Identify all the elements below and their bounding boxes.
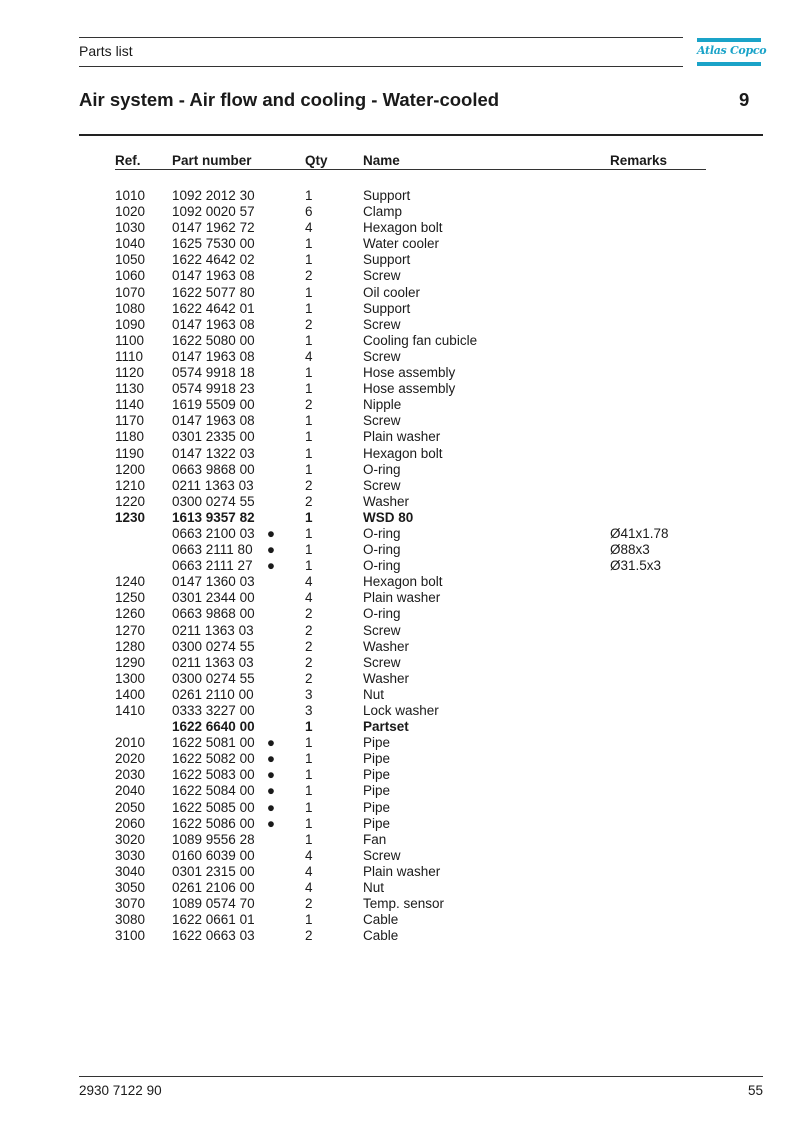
cell-qty: 1	[305, 719, 313, 735]
cell-name: Screw	[363, 654, 401, 670]
cell-part-number: 0147 1322 03	[172, 445, 255, 461]
cell-name: Screw	[363, 622, 401, 638]
cell-qty: 1	[305, 332, 313, 348]
cell-name: Pipe	[363, 815, 391, 831]
table-row	[0, 719, 800, 735]
cell-part-number: 0147 1963 08	[172, 413, 255, 429]
cell-ref: 1220	[115, 493, 146, 509]
table-header-rule	[115, 169, 706, 170]
cell-part-number: 0300 0274 55	[172, 670, 255, 686]
cell-ref: 3050	[115, 880, 146, 896]
table-row	[0, 381, 800, 397]
cell-qty: 1	[305, 445, 313, 461]
logo-text: Atlas Copco	[697, 44, 767, 57]
cell-part-number: 0211 1363 03	[172, 622, 254, 638]
cell-ref: 3100	[115, 928, 146, 944]
table-row	[0, 912, 800, 928]
cell-qty: 4	[305, 880, 313, 896]
cell-part-number: 0574 9918 23	[172, 381, 255, 397]
cell-name: Washer	[363, 670, 410, 686]
cell-part-number: 1613 9357 82	[172, 509, 255, 525]
header-label: Parts list	[79, 43, 133, 59]
cell-qty: 1	[305, 912, 313, 928]
cell-qty: 4	[305, 574, 313, 590]
cell-qty: 1	[305, 300, 313, 316]
cell-name: Plain washer	[363, 863, 441, 879]
atlas-copco-logo	[697, 38, 767, 68]
table-row	[0, 429, 800, 445]
bullet-icon: ●	[266, 799, 276, 815]
parts-table-body	[0, 188, 800, 944]
cell-ref: 2050	[115, 799, 146, 815]
cell-name: Washer	[363, 493, 410, 509]
cell-ref: 2020	[115, 751, 146, 767]
cell-qty: 2	[305, 316, 313, 332]
table-row	[0, 703, 800, 719]
cell-part-number: 0663 9868 00	[172, 606, 255, 622]
cell-part-number: 0211 1363 03	[172, 654, 254, 670]
table-row	[0, 896, 800, 912]
cell-name: Screw	[363, 268, 401, 284]
column-header-remarks: Remarks	[610, 153, 668, 168]
cell-name: Screw	[363, 316, 401, 332]
table-row	[0, 252, 800, 268]
bullet-icon: ●	[266, 542, 276, 558]
footer-doc-number: 2930 7122 90	[79, 1083, 162, 1098]
table-row	[0, 864, 800, 880]
cell-name: O-ring	[363, 525, 401, 541]
table-row	[0, 301, 800, 317]
table-row	[0, 735, 800, 751]
table-row	[0, 590, 800, 606]
cell-name: O-ring	[363, 461, 401, 477]
cell-ref: 3020	[115, 831, 146, 847]
cell-qty: 2	[305, 622, 313, 638]
table-row	[0, 268, 800, 284]
cell-name: Cooling fan cubicle	[363, 332, 478, 348]
table-row	[0, 220, 800, 236]
cell-ref: 1270	[115, 622, 146, 638]
cell-name: Screw	[363, 348, 401, 364]
section-number: 9	[739, 89, 750, 110]
bullet-icon: ●	[266, 751, 276, 767]
table-row	[0, 783, 800, 799]
cell-part-number: 0261 2106 00	[172, 880, 255, 896]
cell-name: Pipe	[363, 799, 391, 815]
cell-ref: 1210	[115, 477, 146, 493]
cell-part-number: 1089 9556 28	[172, 831, 255, 847]
cell-ref: 1250	[115, 590, 146, 606]
cell-part-number: 1625 7530 00	[172, 236, 255, 252]
cell-qty: 3	[305, 686, 313, 702]
cell-qty: 1	[305, 783, 313, 799]
cell-qty: 2	[305, 397, 313, 413]
cell-remarks: Ø41x1.78	[610, 525, 669, 541]
cell-name: Screw	[363, 847, 401, 863]
table-row	[0, 751, 800, 767]
bullet-icon: ●	[266, 815, 276, 831]
cell-name: Pipe	[363, 783, 391, 799]
cell-ref: 1400	[115, 686, 146, 702]
cell-ref: 1230	[115, 509, 146, 525]
footer-rule	[79, 1076, 763, 1077]
cell-ref: 1190	[115, 445, 145, 461]
cell-qty: 2	[305, 268, 313, 284]
cell-qty: 4	[305, 348, 313, 364]
table-row	[0, 333, 800, 349]
cell-part-number: 0301 2335 00	[172, 429, 255, 445]
cell-qty: 1	[305, 429, 313, 445]
cell-ref: 1080	[115, 300, 146, 316]
table-row	[0, 880, 800, 896]
cell-qty: 1	[305, 381, 313, 397]
cell-name: Nipple	[363, 397, 402, 413]
cell-name: Cable	[363, 928, 399, 944]
cell-ref: 1280	[115, 638, 146, 654]
cell-qty: 2	[305, 896, 313, 912]
table-row	[0, 623, 800, 639]
cell-name: Clamp	[363, 204, 403, 220]
cell-part-number: 0147 1963 08	[172, 348, 255, 364]
cell-part-number: 0333 3227 00	[172, 703, 255, 718]
cell-part-number: 0663 2111 80	[172, 542, 253, 558]
cell-qty: 4	[305, 847, 313, 863]
cell-ref: 1050	[115, 252, 146, 268]
table-row	[0, 655, 800, 671]
cell-qty: 4	[305, 863, 313, 879]
cell-part-number: 0160 6039 00	[172, 847, 255, 863]
cell-name: Hexagon bolt	[363, 445, 443, 461]
logo-bottom-band	[697, 62, 761, 66]
table-row	[0, 494, 800, 510]
cell-ref: 1300	[115, 670, 146, 686]
table-row	[0, 558, 800, 574]
cell-part-number: 0147 1962 72	[172, 220, 255, 236]
table-row	[0, 606, 800, 622]
table-row	[0, 671, 800, 687]
table-row	[0, 832, 800, 848]
cell-part-number: 0147 1963 08	[172, 268, 255, 284]
cell-part-number: 0574 9918 18	[172, 365, 255, 381]
cell-part-number: 0663 2100 03	[172, 525, 255, 541]
table-row	[0, 510, 800, 526]
cell-qty: 1	[305, 751, 313, 767]
column-header-part-number: Part number	[172, 153, 252, 168]
cell-name: Partset	[363, 719, 409, 735]
cell-ref: 1240	[115, 574, 146, 590]
table-row	[0, 800, 800, 816]
cell-qty: 3	[305, 703, 313, 718]
cell-name: Screw	[363, 477, 401, 493]
cell-name: Temp. sensor	[363, 896, 445, 912]
bullet-icon: ●	[266, 735, 276, 751]
cell-part-number: 1622 5083 00	[172, 767, 255, 783]
table-row	[0, 317, 800, 333]
cell-qty: 1	[305, 365, 313, 381]
cell-qty: 1	[305, 284, 313, 300]
cell-ref: 1090	[115, 316, 146, 332]
cell-name: Hose assembly	[363, 365, 456, 381]
cell-qty: 1	[305, 558, 313, 574]
cell-qty: 2	[305, 670, 313, 686]
cell-qty: 1	[305, 461, 313, 477]
cell-qty: 4	[305, 220, 313, 236]
footer-page-number: 55	[747, 1083, 763, 1098]
cell-qty: 1	[305, 525, 313, 541]
cell-name: Hexagon bolt	[363, 220, 443, 236]
cell-part-number: 1619 5509 00	[172, 397, 255, 413]
cell-ref: 2060	[115, 815, 146, 831]
cell-part-number: 1622 5080 00	[172, 332, 255, 348]
cell-ref: 1100	[115, 332, 145, 348]
cell-part-number: 1622 0661 01	[172, 912, 255, 928]
cell-qty: 1	[305, 509, 313, 525]
cell-qty: 2	[305, 493, 313, 509]
cell-qty: 2	[305, 928, 313, 944]
cell-ref: 1120	[115, 365, 145, 381]
table-row	[0, 285, 800, 301]
table-row	[0, 349, 800, 365]
cell-part-number: 1089 0574 70	[172, 896, 255, 912]
cell-part-number: 1622 5081 00	[172, 735, 255, 751]
cell-part-number: 0301 2344 00	[172, 590, 255, 606]
cell-part-number: 0663 2111 27	[172, 558, 253, 574]
cell-ref: 2030	[115, 767, 146, 783]
cell-ref: 2040	[115, 783, 146, 799]
cell-name: Pipe	[363, 751, 391, 767]
column-header-name: Name	[363, 153, 400, 168]
cell-name: Plain washer	[363, 590, 441, 606]
table-row	[0, 928, 800, 944]
cell-part-number: 1622 5085 00	[172, 799, 255, 815]
cell-name: WSD 80	[363, 509, 414, 525]
column-header-qty: Qty	[305, 153, 328, 168]
cell-name: Support	[363, 300, 411, 316]
cell-part-number: 0663 9868 00	[172, 461, 255, 477]
table-row	[0, 767, 800, 783]
cell-ref: 1010	[115, 188, 146, 203]
table-row	[0, 413, 800, 429]
bullet-icon: ●	[266, 767, 276, 783]
table-row	[0, 639, 800, 655]
cell-name: Oil cooler	[363, 284, 421, 300]
cell-name: Water cooler	[363, 236, 440, 252]
cell-qty: 1	[305, 799, 313, 815]
cell-ref: 1020	[115, 204, 146, 220]
bullet-icon: ●	[266, 783, 276, 799]
logo-top-band	[697, 38, 761, 42]
cell-qty: 1	[305, 735, 313, 751]
cell-part-number: 1092 0020 57	[172, 204, 255, 220]
cell-part-number: 0261 2110 00	[172, 686, 254, 702]
cell-qty: 1	[305, 236, 313, 252]
cell-ref: 1130	[115, 381, 145, 397]
cell-name: Washer	[363, 638, 410, 654]
table-row	[0, 478, 800, 494]
cell-ref: 3030	[115, 847, 146, 863]
table-row	[0, 188, 800, 204]
table-row	[0, 526, 800, 542]
cell-ref: 3070	[115, 896, 146, 912]
cell-ref: 1290	[115, 654, 146, 670]
cell-name: Plain washer	[363, 429, 441, 445]
cell-part-number: 0301 2315 00	[172, 863, 255, 879]
cell-qty: 1	[305, 413, 313, 429]
cell-part-number: 1092 2012 30	[172, 188, 255, 203]
cell-ref: 1070	[115, 284, 146, 300]
header-top-rule	[79, 37, 683, 38]
table-row	[0, 816, 800, 832]
cell-ref: 1060	[115, 268, 146, 284]
table-row	[0, 462, 800, 478]
cell-part-number: 1622 6640 00	[172, 719, 255, 735]
cell-part-number: 0147 1963 08	[172, 316, 255, 332]
cell-part-number: 1622 5082 00	[172, 751, 255, 767]
cell-part-number: 0300 0274 55	[172, 638, 255, 654]
cell-part-number: 1622 4642 01	[172, 300, 255, 316]
cell-qty: 6	[305, 204, 313, 220]
table-row	[0, 397, 800, 413]
cell-name: Support	[363, 252, 411, 268]
cell-ref: 1170	[115, 413, 145, 429]
cell-part-number: 0211 1363 03	[172, 477, 254, 493]
table-row	[0, 204, 800, 220]
cell-name: Hexagon bolt	[363, 574, 443, 590]
cell-name: Cable	[363, 912, 399, 928]
cell-name: Nut	[363, 686, 385, 702]
cell-qty: 2	[305, 638, 313, 654]
cell-qty: 2	[305, 477, 313, 493]
cell-part-number: 1622 0663 03	[172, 928, 255, 944]
cell-name: O-ring	[363, 606, 401, 622]
cell-remarks: Ø31.5x3	[610, 558, 662, 574]
cell-qty: 1	[305, 188, 313, 203]
cell-qty: 1	[305, 542, 313, 558]
cell-ref: 1040	[115, 236, 146, 252]
table-row	[0, 446, 800, 462]
table-row	[0, 236, 800, 252]
cell-remarks: Ø88x3	[610, 542, 650, 558]
cell-name: Fan	[363, 831, 387, 847]
cell-qty: 1	[305, 252, 313, 268]
cell-name: Pipe	[363, 735, 391, 751]
cell-ref: 3080	[115, 912, 146, 928]
header-bottom-rule	[79, 66, 683, 67]
column-header-ref: Ref.	[115, 153, 141, 168]
table-row	[0, 687, 800, 703]
cell-name: Pipe	[363, 767, 391, 783]
cell-part-number: 1622 5084 00	[172, 783, 255, 799]
cell-part-number: 1622 5077 80	[172, 284, 255, 300]
cell-qty: 4	[305, 590, 313, 606]
cell-part-number: 1622 5086 00	[172, 815, 255, 831]
cell-qty: 1	[305, 815, 313, 831]
cell-qty: 1	[305, 767, 313, 783]
cell-part-number: 0300 0274 55	[172, 493, 255, 509]
page-title: Air system - Air flow and cooling - Water-cooled	[79, 89, 500, 110]
table-row	[0, 848, 800, 864]
cell-name: Lock washer	[363, 703, 439, 718]
cell-ref: 1200	[115, 461, 146, 477]
cell-ref: 2010	[115, 735, 146, 751]
cell-ref: 3040	[115, 863, 146, 879]
cell-ref: 1260	[115, 606, 146, 622]
cell-name: O-ring	[363, 542, 401, 558]
cell-ref: 1180	[115, 429, 145, 445]
bullet-icon: ●	[266, 525, 276, 541]
bullet-icon: ●	[266, 558, 276, 574]
cell-name: Support	[363, 188, 411, 203]
cell-name: Screw	[363, 413, 401, 429]
cell-qty: 2	[305, 606, 313, 622]
cell-part-number: 0147 1360 03	[172, 574, 255, 590]
table-row	[0, 574, 800, 590]
cell-qty: 2	[305, 654, 313, 670]
cell-name: Nut	[363, 880, 385, 896]
cell-ref: 1140	[115, 397, 145, 413]
table-row	[0, 365, 800, 381]
cell-part-number: 1622 4642 02	[172, 252, 255, 268]
cell-ref: 1110	[115, 348, 144, 364]
cell-ref: 1410	[115, 703, 146, 718]
cell-name: O-ring	[363, 558, 401, 574]
cell-ref: 1030	[115, 220, 146, 236]
title-rule	[79, 134, 763, 136]
cell-qty: 1	[305, 831, 313, 847]
cell-name: Hose assembly	[363, 381, 456, 397]
table-row	[0, 542, 800, 558]
